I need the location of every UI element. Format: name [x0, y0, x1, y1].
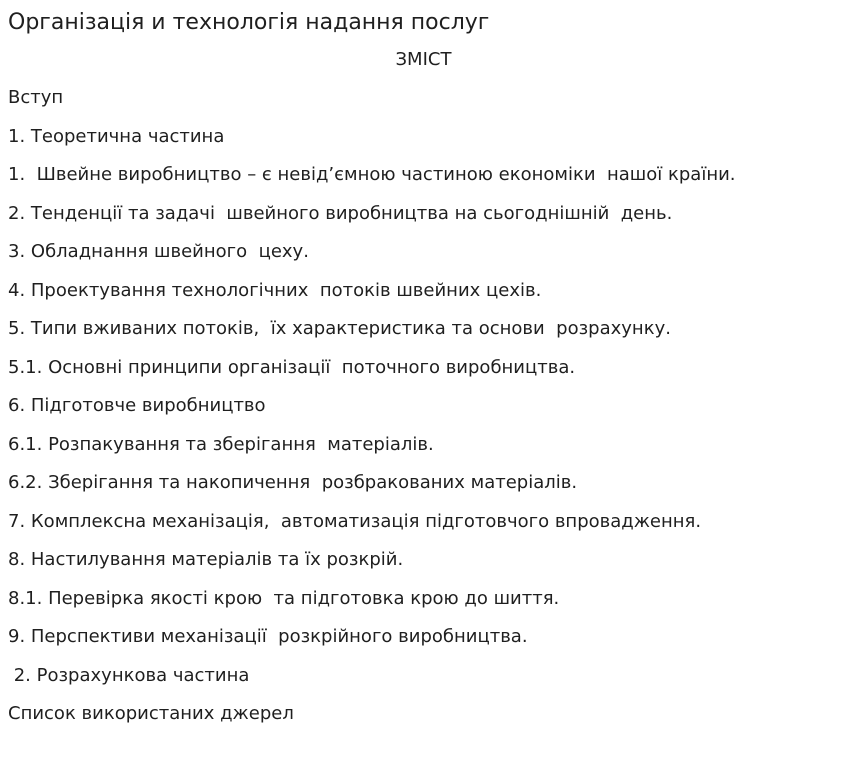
toc-list: [8, 86, 736, 741]
toc-item-6-1: 6.1. Розпакування та зберігання матеріалів.: [8, 433, 434, 455]
document-title: Організація и технологія надання послуг: [8, 10, 490, 35]
toc-item-4: 4. Проектування технологічних потоків швейних цехів.: [8, 279, 542, 301]
toc-item-6: 6. Підготовче виробництво: [8, 395, 266, 416]
toc-item-7: 7. Комплексна механізація, автоматизація підготовчого впровадження.: [8, 510, 702, 532]
toc-item-3: 3. Обладнання швейного цеху.: [8, 241, 309, 262]
toc-item-9: 9. Перспективи механізації розкрійного виробництва.: [8, 626, 528, 647]
toc-item-6-2: 6.2. Зберігання та накопичення розбракованих матеріалів.: [8, 472, 578, 493]
toc-item-introduction: Вступ: [8, 87, 64, 108]
toc-item-1: 1. Швейне виробництво – є невід’ємною частиною економіки нашої країни.: [8, 164, 736, 185]
toc-item-5: 5. Типи вживаних потоків, їх характеристика та основи розрахунку.: [8, 318, 671, 339]
toc-item-2: 2. Тенденції та задачі швейного виробництва на сьогоднішній день.: [8, 202, 673, 224]
toc-item-references: Список використаних джерел: [8, 703, 294, 724]
toc-item-5-1: 5.1. Основні принципи організації поточного виробництва.: [8, 356, 576, 378]
toc-heading: ЗМІСТ: [395, 49, 452, 70]
toc-item-calculation-part: 2. Розрахункова частина: [8, 664, 250, 686]
toc-item-theoretical-part: 1. Теоретична частина: [8, 125, 225, 147]
toc-item-8-1: 8.1. Перевірка якості крою та підготовка крою до шиття.: [8, 587, 560, 609]
toc-item-8: 8. Настилування матеріалів та їх розкрій.: [8, 549, 404, 570]
